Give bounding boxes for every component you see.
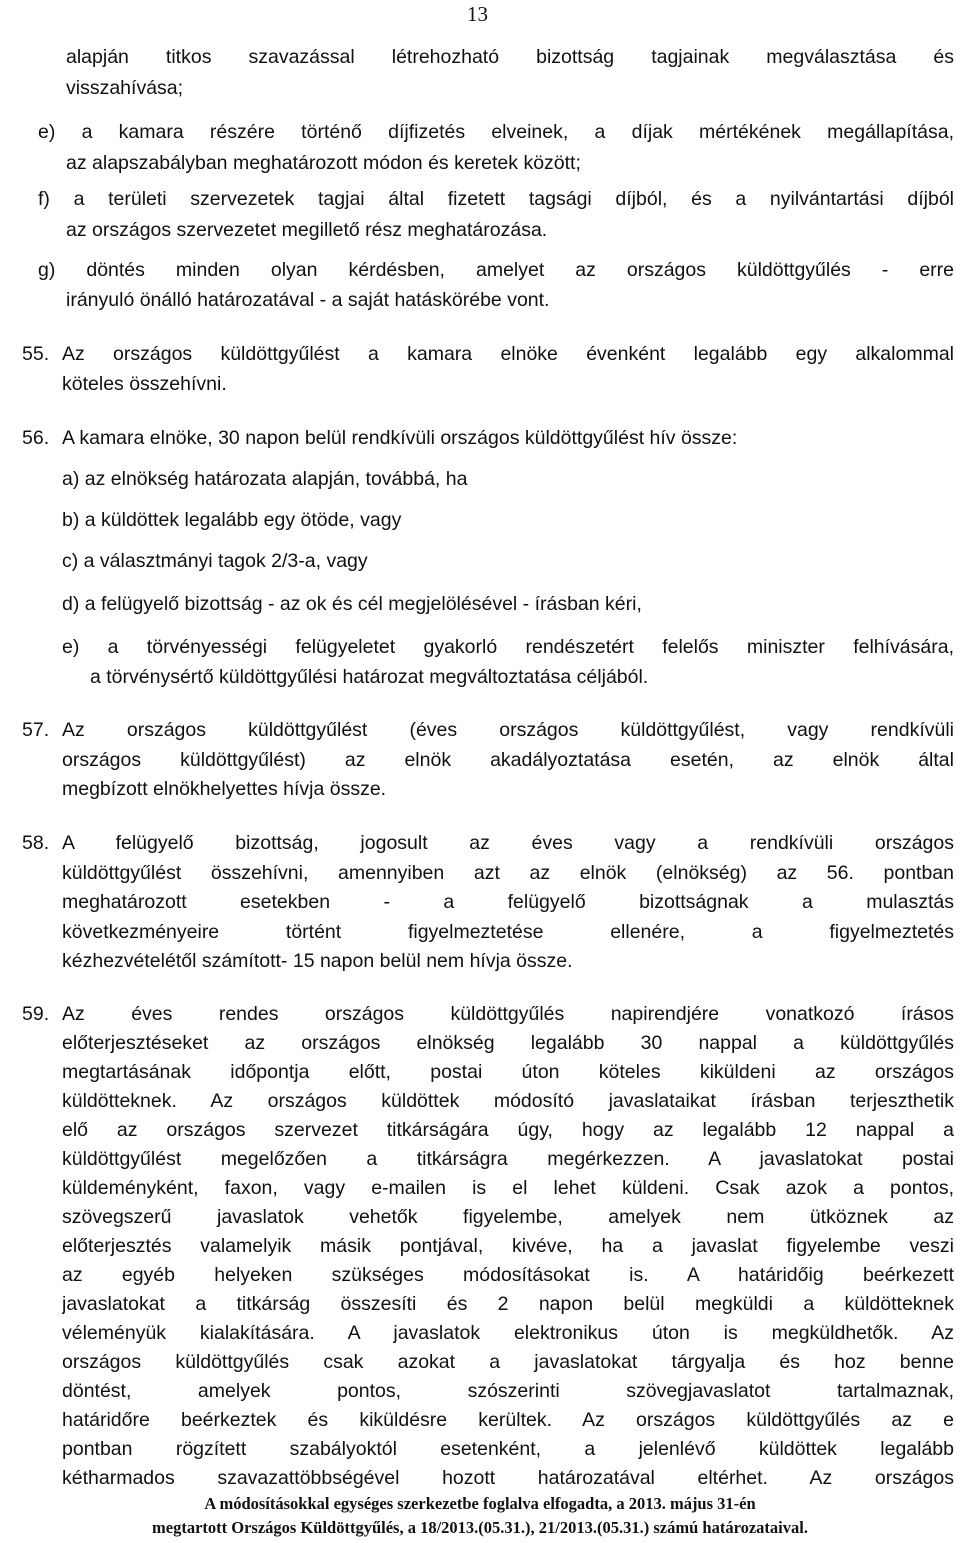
paragraph-59-line: előterjesztés valamelyik másik pontjával, kivéve, ha a javaslat figyelembe veszi [62, 1235, 954, 1257]
paragraph-59-line: küldötteknek. Az országos küldöttek módosító javaslataikat írásban terjeszthetik [62, 1090, 954, 1112]
paragraph-59-line: előterjesztéseket az országos elnökség legalább 30 nappal a küldöttgyűlés [62, 1032, 954, 1054]
paragraph-number-55: 55. [22, 343, 50, 365]
paragraph-57-line-3: megbízott elnökhelyettes hívja össze. [62, 778, 387, 800]
paragraph-56-item-d: d) a felügyelő bizottság - az ok és cél megjelölésével - írásban kéri, [62, 593, 642, 615]
paragraph-59-line: elő az országos szervezet titkárságára úgy, hogy az legalább 12 nappal a [62, 1119, 954, 1141]
paragraph-58-line-5: kézhezvételétől számított- 15 napon belül nem hívja össze. [62, 950, 573, 972]
paragraph-56-item-c: c) a választmányi tagok 2/3-a, vagy [62, 550, 368, 572]
paragraph-58-line-2: küldöttgyűlést összehívni, amennyiben azt az elnök (elnökség) az 56. pontban [62, 862, 954, 884]
paragraph-59-line: döntést, amelyek pontos, szószerinti szövegjavaslatot tartalmaznak, [62, 1380, 954, 1402]
paragraph-59-line: kétharmados szavazattöbbségével hozott határozatával eltérhet. Az országos [62, 1467, 954, 1489]
paragraph-59-line: megtartásának időpontja előtt, postai úton köteles kiküldeni az országos [62, 1061, 954, 1083]
paragraph-59-line: küldeményként, faxon, vagy e-mailen is el lehet küldeni. Csak azok a pontos, [62, 1177, 954, 1199]
paragraph-56-item-e-line-2: a törvénysértő küldöttgyűlési határozat megváltoztatása céljából. [90, 666, 649, 688]
paragraph-59-line: az egyéb helyeken szükséges módosításokat is. A határidőig beérkezett [62, 1264, 954, 1286]
item-g-line-2: irányuló önálló határozatával - a saját hatáskörébe vont. [66, 289, 550, 311]
paragraph-59-line: határidőre beérkeztek és kiküldésre kerültek. Az országos küldöttgyűlés az e [62, 1409, 954, 1431]
paragraph-58-line-3: meghatározott esetekben - a felügyelő bizottságnak a mulasztás [62, 891, 954, 913]
paragraph-59-line: küldöttgyűlést megelőzően a titkárságra megérkezzen. A javaslatokat postai [62, 1148, 954, 1170]
paragraph-58-line-1: A felügyelő bizottság, jogosult az éves vagy a rendkívüli országos [62, 832, 954, 854]
paragraph-59-line: véleményük kialakítására. A javaslatok elektronikus úton is megküldhetők. Az [62, 1322, 954, 1344]
paragraph-59-line: pontban rögzített szabályoktól esetenként, a jelenlévő küldöttek legalább [62, 1438, 954, 1460]
footer-line-2: megtartott Országos Küldöttgyűlés, a 18/2013.(05.31.), 21/2013.(05.31.) számú határozataival. [152, 1518, 808, 1537]
paragraph-59-line: Az éves rendes országos küldöttgyűlés napirendjére vonatkozó írásos [62, 1003, 954, 1025]
paragraph-number-57: 57. [22, 719, 50, 741]
paragraph-number-59: 59. [22, 1003, 50, 1025]
paragraph-59-line: országos küldöttgyűlés csak azokat a javaslatokat tárgyalja és hoz benne [62, 1351, 954, 1373]
paragraph-57-line-2: országos küldöttgyűlést) az elnök akadályoztatása esetén, az elnök által [62, 749, 954, 771]
paragraph-56-item-a: a) az elnökség határozata alapján, továbbá, ha [62, 468, 468, 490]
paragraph-55-line-1: Az országos küldöttgyűlést a kamara elnöke évenként legalább egy alkalommal [62, 343, 954, 365]
item-g-line-1: g) döntés minden olyan kérdésben, amelyet az országos küldöttgyűlés - erre [38, 259, 954, 281]
item-e-line-2: az alapszabályban meghatározott módon és keretek között; [66, 152, 581, 174]
paragraph-number-56: 56. [22, 427, 50, 449]
paragraph-58-line-4: következményeire történt figyelmeztetése ellenére, a figyelmeztetés [62, 921, 954, 943]
paragraph-56-line-1: A kamara elnöke, 30 napon belül rendkívüli országos küldöttgyűlést hív össze: [62, 427, 738, 449]
item-e-line-1: e) a kamara részére történő díjfizetés elveinek, a díjak mértékének megállapítása, [38, 121, 954, 143]
continuation-line-1: alapján titkos szavazással létrehozható bizottság tagjainak megválasztása és [66, 46, 954, 68]
item-f-line-1: f) a területi szervezetek tagjai által fizetett tagsági díjból, és a nyilvántartási díjból [38, 188, 954, 210]
footer-line-1: A módosításokkal egységes szerkezetbe foglalva elfogadta, a 2013. május 31-én [204, 1494, 756, 1513]
paragraph-57-line-1: Az országos küldöttgyűlést (éves országos küldöttgyűlést, vagy rendkívüli [62, 719, 954, 741]
continuation-line-2: visszahívása; [66, 77, 184, 99]
page-number: 13 [467, 2, 488, 26]
paragraph-number-58: 58. [22, 832, 50, 854]
paragraph-59-line: javaslatokat a titkárság összesíti és 2 napon belül megküldi a küldötteknek [62, 1293, 954, 1315]
paragraph-55-line-2: köteles összehívni. [62, 373, 227, 395]
paragraph-59-line: szövegszerű javaslatok vehetők figyelembe, amelyek nem ütköznek az [62, 1206, 954, 1228]
item-f-line-2: az országos szervezetet megillető rész meghatározása. [66, 219, 548, 241]
paragraph-56-item-b: b) a küldöttek legalább egy ötöde, vagy [62, 509, 402, 531]
paragraph-56-item-e-line-1: e) a törvényességi felügyeletet gyakorló rendészetért felelős miniszter felhívására, [62, 636, 954, 658]
